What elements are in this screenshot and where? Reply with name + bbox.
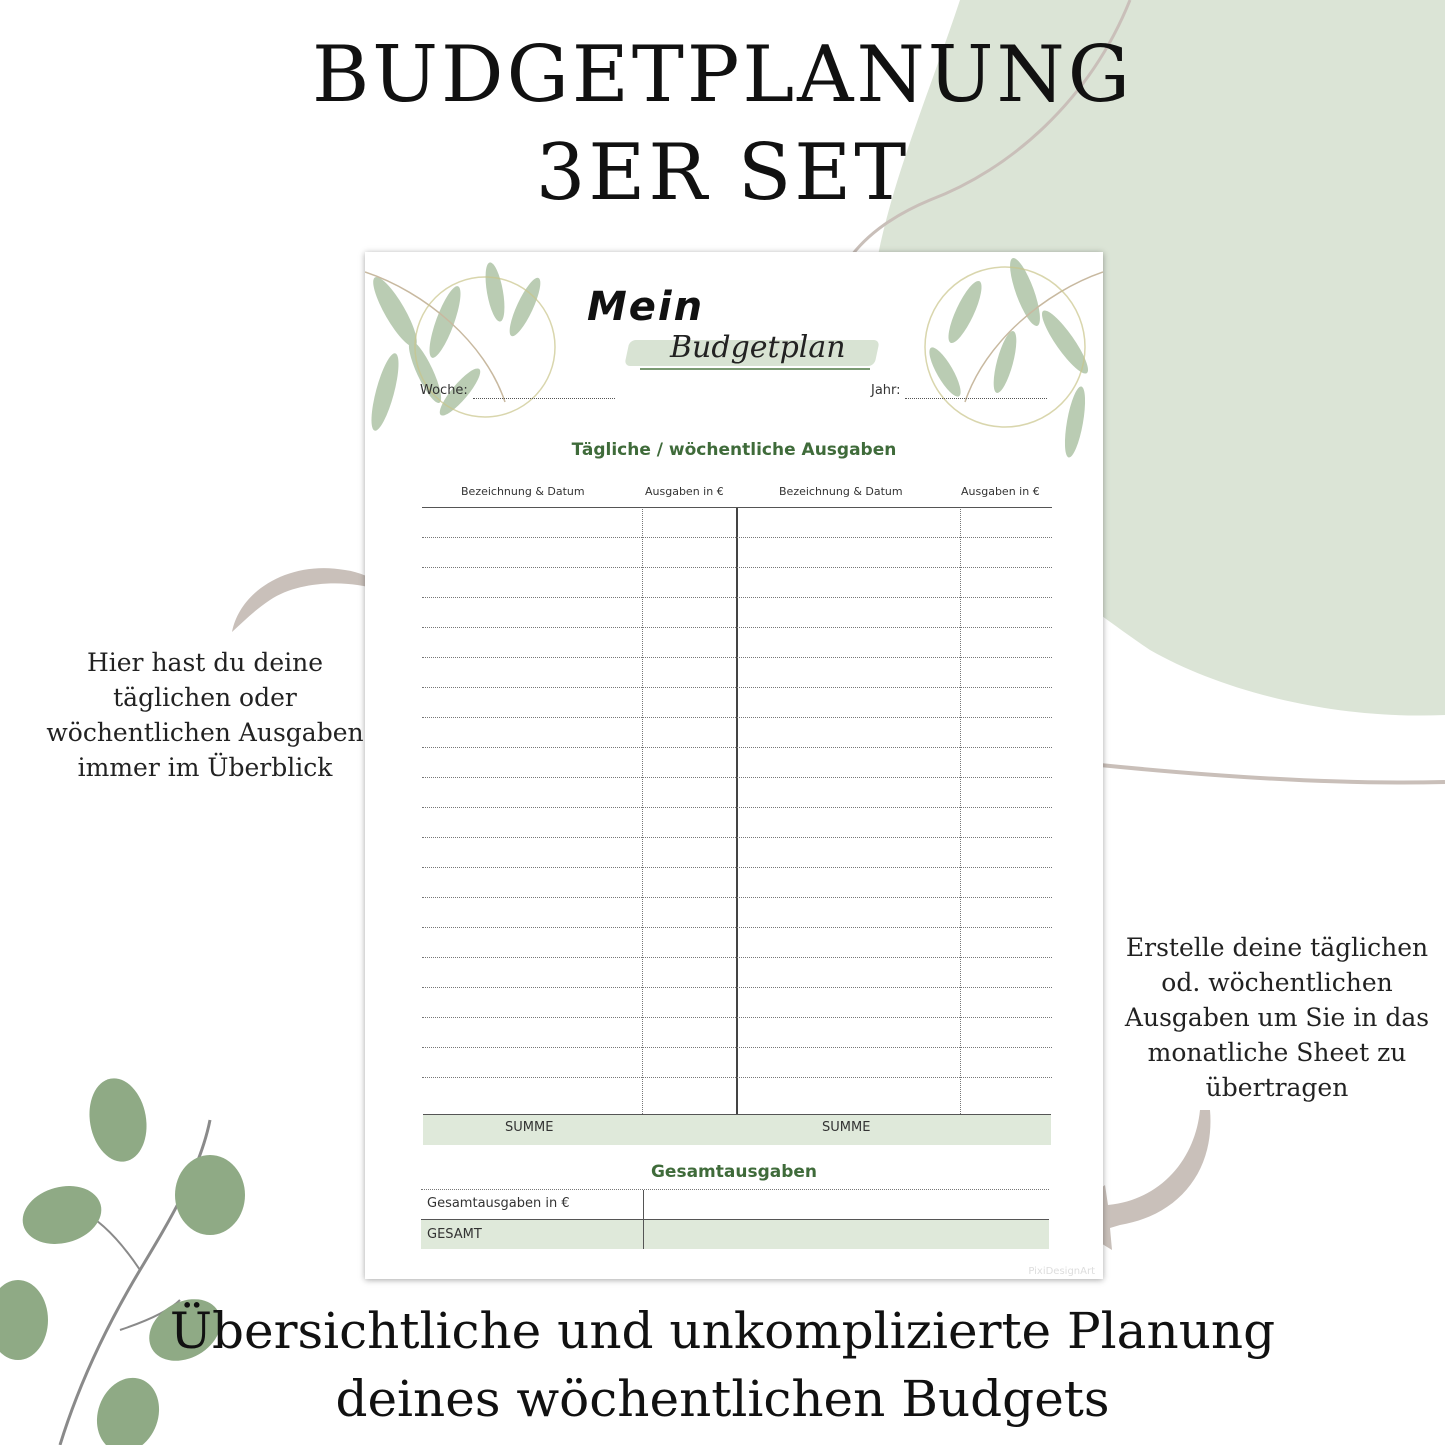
column-divider	[642, 507, 643, 1144]
table-row[interactable]	[422, 657, 1052, 658]
right-annotation	[1112, 930, 1442, 1105]
right-annotation-line: übertragen	[1205, 1073, 1349, 1102]
table-row[interactable]	[422, 807, 1052, 808]
summe-left-label: SUMME	[505, 1120, 554, 1135]
gesamt-row	[421, 1220, 1049, 1249]
watermark: PixiDesignArt	[1028, 1266, 1095, 1277]
table-row[interactable]	[422, 1017, 1052, 1018]
column-header-ausgaben-right: Ausgaben in €	[961, 485, 1040, 498]
table-row[interactable]	[422, 987, 1052, 988]
total-row	[421, 1189, 1049, 1220]
section-daily-title: Tägliche / wöchentliche Ausgaben	[571, 440, 897, 460]
table-row[interactable]	[422, 927, 1052, 928]
table-row[interactable]	[422, 597, 1052, 598]
right-annotation-line: Ausgaben um Sie in das	[1124, 1003, 1430, 1032]
table-row[interactable]	[422, 1077, 1052, 1078]
jahr-field[interactable]	[905, 398, 1047, 399]
headline-line-1: BUDGETPLANUNG	[311, 30, 1134, 120]
table-row[interactable]	[422, 627, 1052, 628]
table-row[interactable]	[422, 747, 1052, 748]
left-annotation-line: immer im Überblick	[77, 753, 333, 782]
sheet-title-budgetplan: Budgetplan	[670, 330, 846, 365]
column-divider	[960, 507, 961, 1144]
right-annotation-line: monatliche Sheet zu	[1147, 1038, 1407, 1067]
table-row[interactable]	[422, 717, 1052, 718]
summe-right-label: SUMME	[822, 1120, 871, 1135]
column-header-ausgaben-left: Ausgaben in €	[645, 485, 724, 498]
table-row[interactable]	[422, 777, 1052, 778]
table-center-divider	[736, 507, 738, 1144]
table-row[interactable]	[422, 897, 1052, 898]
table-row[interactable]	[422, 507, 1052, 508]
table-row[interactable]	[422, 567, 1052, 568]
table-row[interactable]	[422, 837, 1052, 838]
expense-table	[422, 507, 1052, 1147]
headline-line-2: 3ER SET	[535, 128, 910, 218]
section-total-title: Gesamtausgaben	[650, 1162, 818, 1182]
column-header-bezeichnung-right: Bezeichnung & Datum	[779, 485, 903, 498]
sheet-title-mein: Mein	[587, 284, 705, 330]
left-annotation-line: wöchentlichen Ausgaben	[46, 718, 364, 747]
table-row[interactable]	[422, 1047, 1052, 1048]
column-header-bezeichnung-left: Bezeichnung & Datum	[461, 485, 585, 498]
woche-label: Woche:	[420, 383, 468, 398]
jahr-label: Jahr:	[871, 383, 901, 398]
left-annotation	[30, 645, 380, 785]
right-annotation-line: od. wöchentlichen	[1161, 968, 1393, 997]
table-row[interactable]	[422, 687, 1052, 688]
budget-sheet	[365, 252, 1103, 1279]
left-annotation-line: täglichen oder	[113, 683, 297, 712]
woche-field[interactable]	[473, 398, 615, 399]
table-row[interactable]	[422, 957, 1052, 958]
table-row[interactable]	[422, 867, 1052, 868]
bottom-tagline-line-1: Übersichtliche und unkomplizierte Planung	[169, 1302, 1276, 1360]
left-annotation-line: Hier hast du deine	[86, 648, 324, 677]
total-row-label: Gesamtausgaben in €	[427, 1196, 570, 1211]
gesamt-row-divider	[643, 1220, 644, 1249]
gesamt-label: GESAMT	[427, 1227, 482, 1242]
right-annotation-line: Erstelle deine täglichen	[1125, 933, 1429, 962]
total-row-divider	[643, 1190, 644, 1219]
bottom-tagline-line-2: deines wöchentlichen Budgets	[335, 1370, 1110, 1428]
title-underline	[640, 368, 870, 370]
table-row[interactable]	[422, 537, 1052, 538]
